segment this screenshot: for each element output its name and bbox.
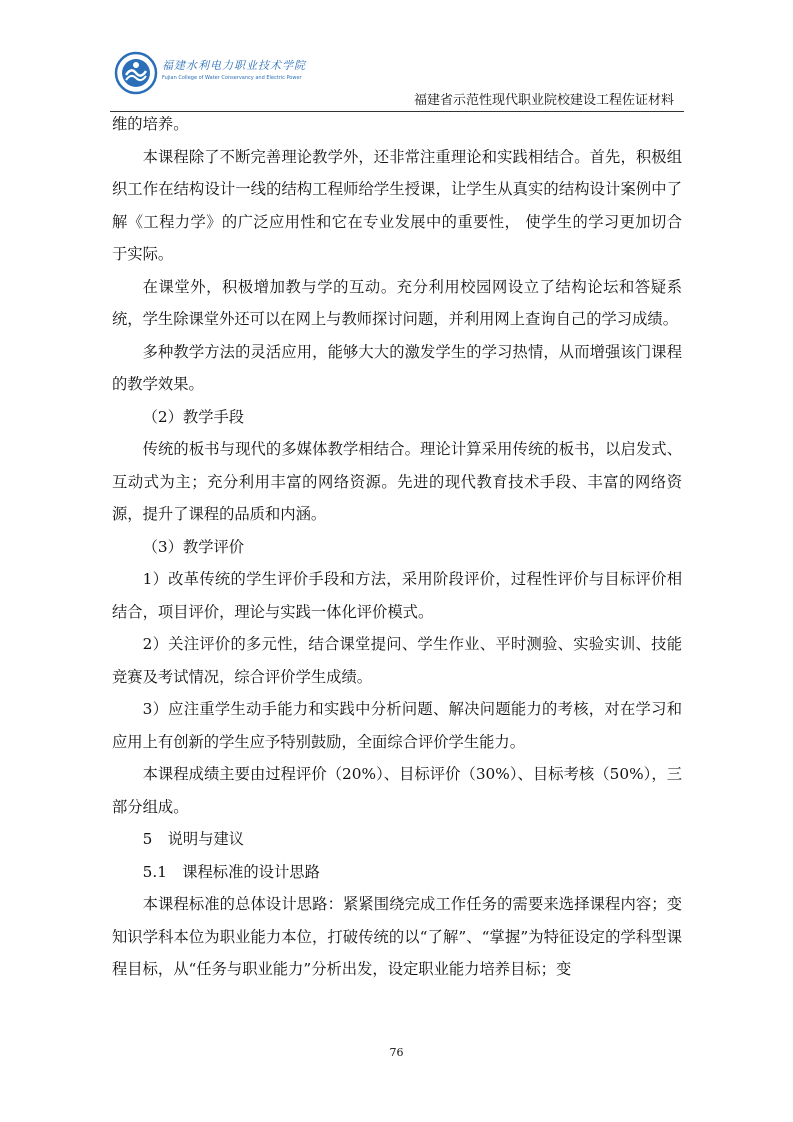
subheading-teaching-evaluation: （3）教学评价	[142, 537, 245, 556]
paragraph: 多种教学方法的灵活应用，能够大大的激发学生的学习热情，从而增强该门课程的教学效果。	[112, 342, 682, 393]
paragraph: 本课程标准的总体设计思路：紧紧围绕完成工作任务的需要来选择课程内容；变知识学科本位为职业能力本位，打破传统的以“了解”、“掌握”为特征设定的学科型课程目标，从“任务与职业能力”分析出发，设定职业能力培养目标；变	[112, 895, 682, 978]
subheading-teaching-means: （2）教学手段	[142, 407, 245, 426]
header-title: 福建省示范性现代职业院校建设工程佐证材料	[413, 93, 674, 108]
college-logo	[110, 45, 310, 95]
page-header	[110, 45, 684, 108]
paragraph: 本课程除了不断完善理论教学外，还非常注重理论和实践相结合。首先，积极组织工作在结构设计一线的结构工程师给学生授课，让学生从真实的结构设计案例中了解《工程力学》的广泛应用性和它在专业发展中的重要性， 使学生的学习更加切合于实际。	[112, 147, 682, 263]
subsection-heading: 5.1 课程标准的设计思路	[142, 862, 320, 881]
document-body	[112, 108, 682, 986]
list-item: 2）关注评价的多元性，结合课堂提问、学生作业、平时测验、实验实训、技能竞赛及考试情况，综合评价学生成绩。	[112, 635, 682, 686]
college-emblem-icon	[114, 51, 158, 95]
list-item: 3）应注重学生动手能力和实践中分析问题、解决问题能力的考核，对在学习和应用上有创新的学生应予特别鼓励，全面综合评价学生能力。	[112, 700, 682, 751]
logo-english-name: Fujian College of Water Conservancy and Electric Power	[162, 75, 302, 81]
list-item: 1）改革传统的学生评价手段和方法，采用阶段评价，过程性评价与目标评价相结合，项目评价，理论与实践一体化评价模式。	[112, 570, 682, 621]
page-number: 76	[389, 1046, 404, 1059]
paragraph-continuation: 维的培养。	[112, 115, 189, 133]
logo-chinese-name: 福建水利电力职业技术学院	[162, 59, 306, 72]
paragraph: 本课程成绩主要由过程评价（20%）、目标评价（30%）、目标考核（50%），三部分组成。	[112, 765, 682, 816]
section-heading: 5 说明与建议	[142, 830, 245, 848]
paragraph: 在课堂外，积极增加教与学的互动。充分利用校园网设立了结构论坛和答疑系统，学生除课堂外还可以在网上与教师探讨问题，并利用网上查询自己的学习成绩。	[112, 277, 682, 328]
paragraph: 传统的板书与现代的多媒体教学相结合。理论计算采用传统的板书，以启发式、互动式为主；充分利用丰富的网络资源。先进的现代教育技术手段、丰富的网络资源，提升了课程的品质和内涵。	[112, 440, 682, 523]
